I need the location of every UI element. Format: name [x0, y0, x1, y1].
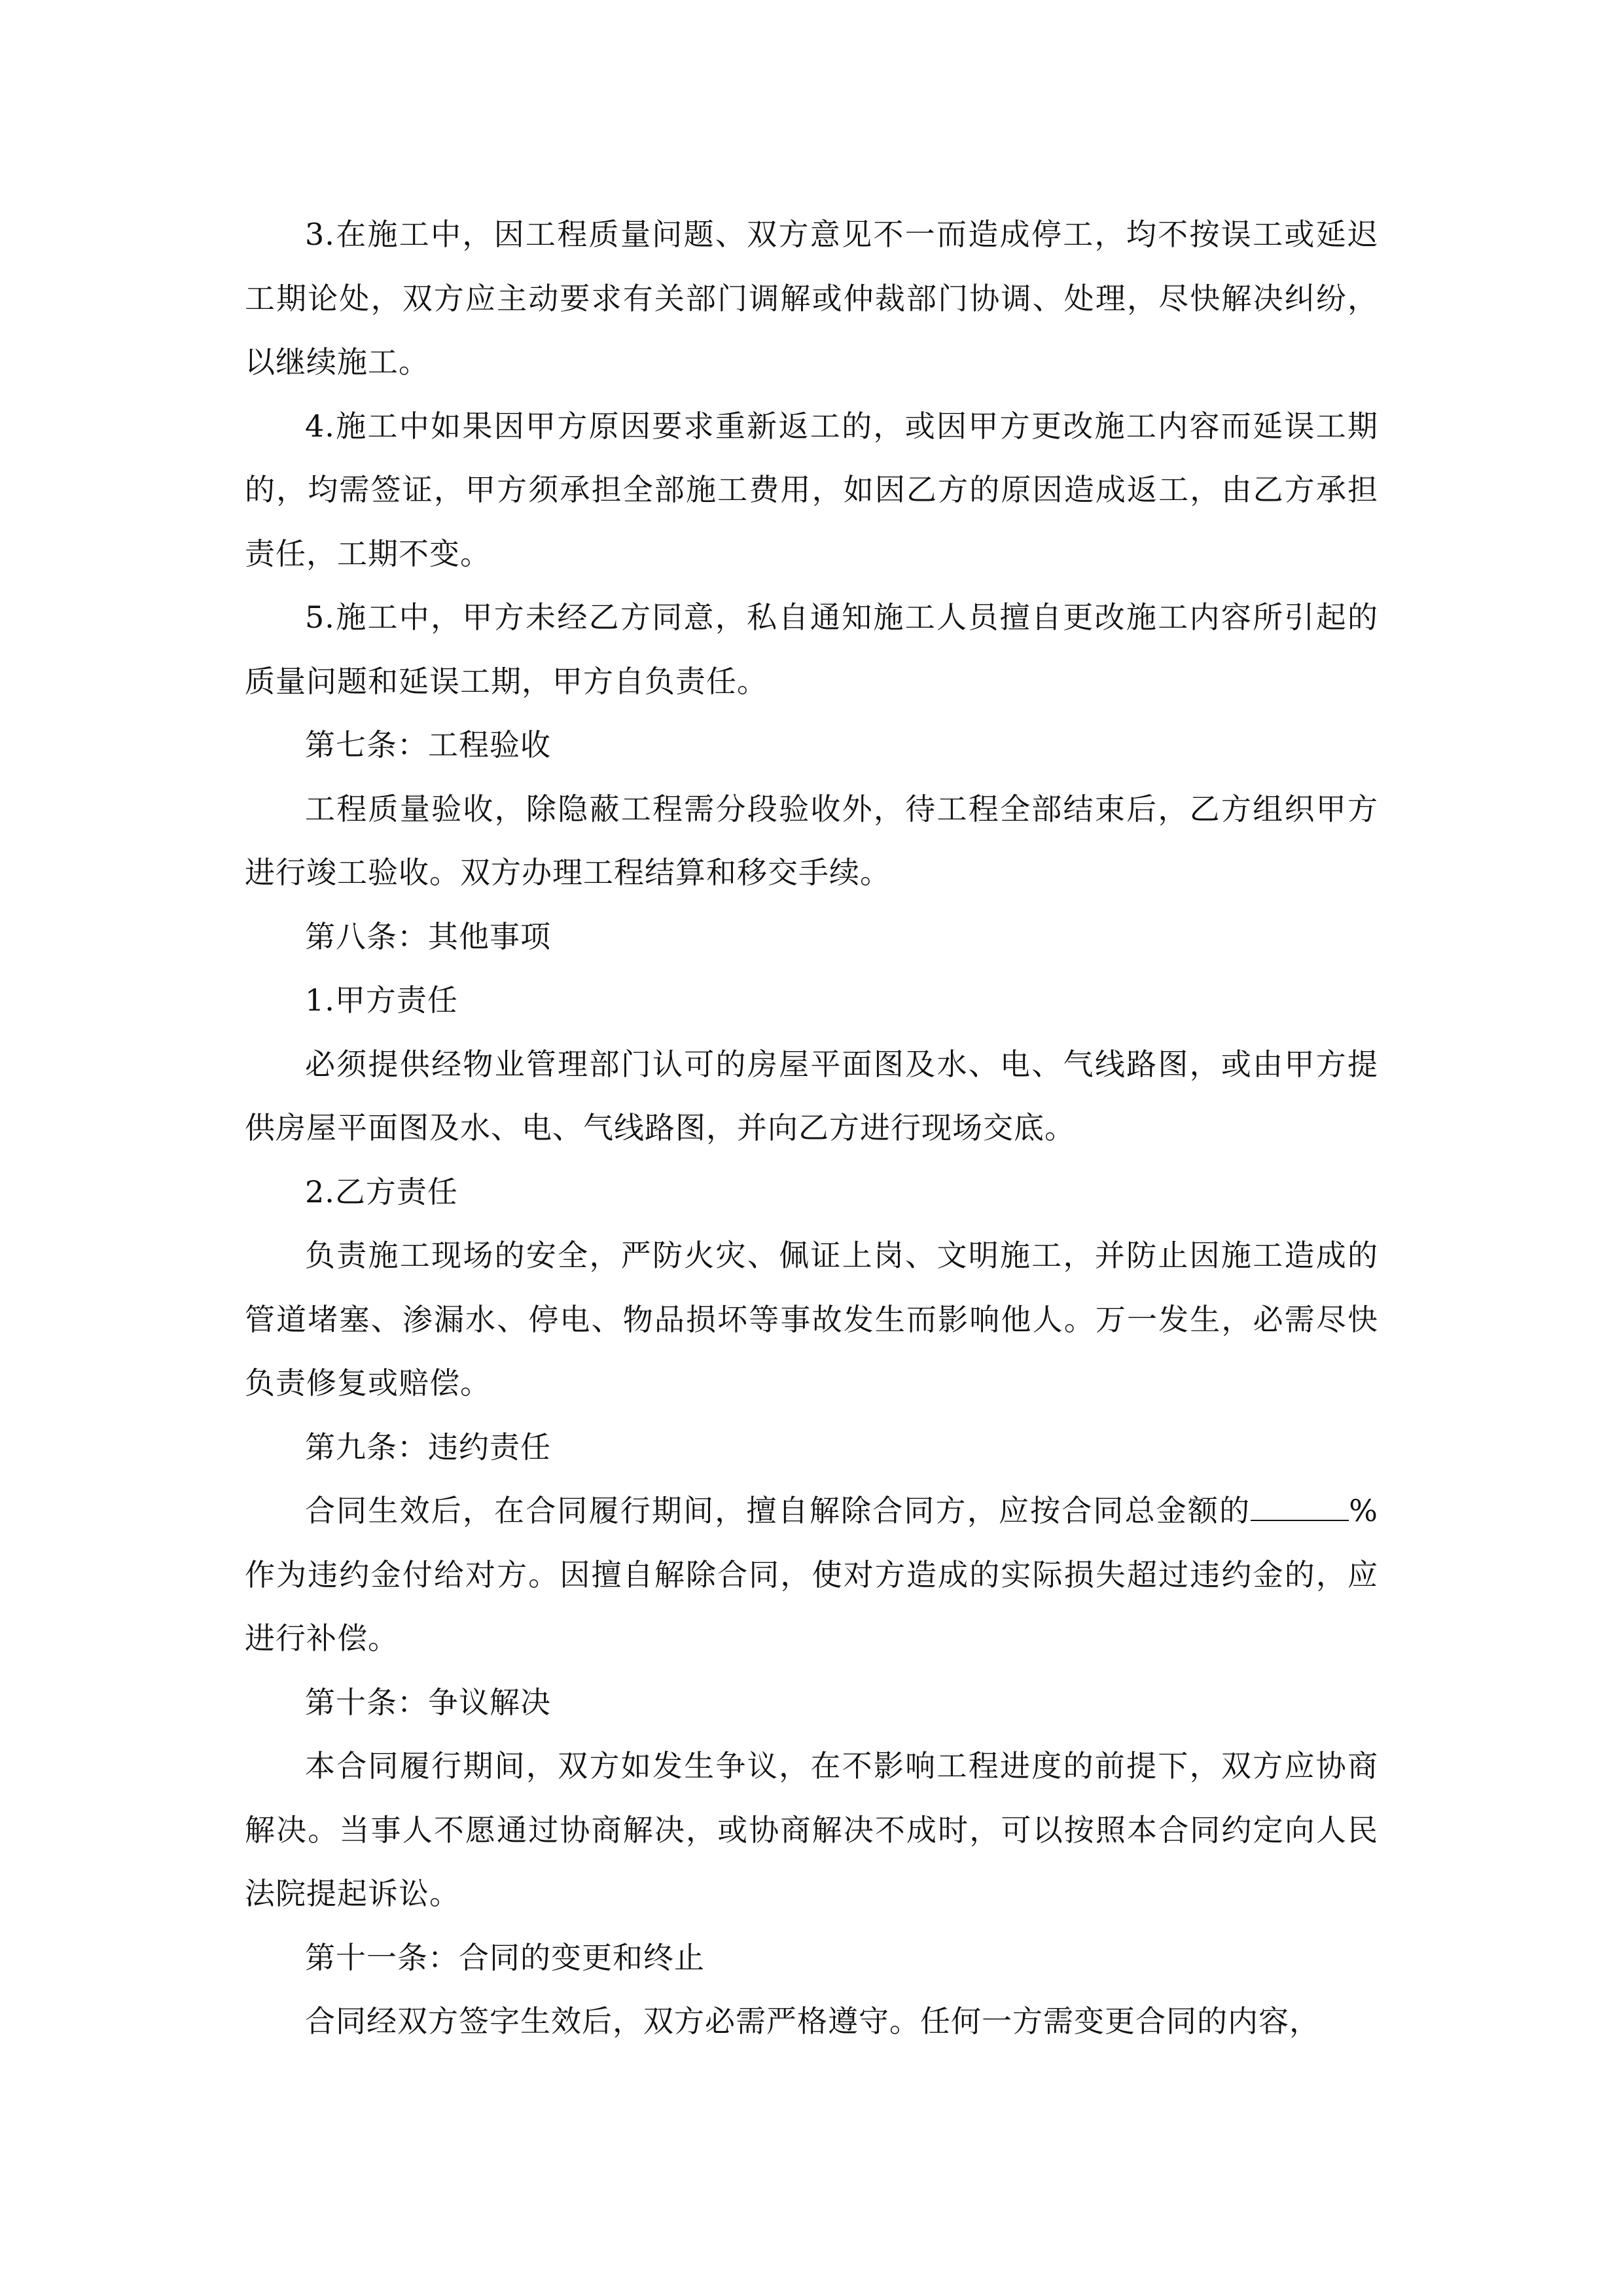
article-8-heading: 第八条：其他事项	[305, 918, 551, 954]
article-9-text	[245, 1479, 1378, 1671]
article-11-text: 合同经双方签字生效后，双方必需严格遵守。任何一方需变更合同的内容，	[305, 2003, 1320, 2039]
party-a-text: 必须提供经物业管理部门认可的房屋平面图及水、电、气线路图，或由甲方提供房屋平面图及水、电、气线路图，并向乙方进行现场交底。	[245, 1046, 1378, 1145]
article-7-text: 工程质量验收，除隐蔽工程需分段验收外，待工程全部结束后，乙方组织甲方进行竣工验收。双方办理工程结算和移交手续。	[245, 791, 1378, 890]
article-10-heading: 第十条：争议解决	[305, 1684, 551, 1720]
article-9-text-before: 合同生效后，在合同履行期间，擅自解除合同方，应按合同总金额的	[305, 1493, 1251, 1528]
clause-item-4: 4.施工中如果因甲方原因要求重新返工的，或因甲方更改施工内容而延误工期的，均需签证，甲方须承担全部施工费用，如因乙方的原因造成返工，由乙方承担责任，工期不变。	[245, 408, 1378, 571]
article-7-heading: 第七条：工程验收	[305, 727, 551, 762]
article-9-text-after: 作为违约金付给对方。因擅自解除合同，使对方造成的实际损失超过违约金的，应进行补偿。	[245, 1556, 1378, 1656]
article-9-heading: 第九条：违约责任	[305, 1429, 551, 1465]
party-a-heading: 1.甲方责任	[305, 982, 458, 1018]
party-b-text: 负责施工现场的安全，严防火灾、佩证上岗、文明施工，并防止因施工造成的管道堵塞、渗漏水、停电、物品损坏等事故发生而影响他人。万一发生，必需尽快负责修复或赔偿。	[245, 1238, 1378, 1401]
contract-body	[245, 203, 1378, 2054]
party-b-heading: 2.乙方责任	[305, 1174, 458, 1210]
article-9-percent-sign: %	[1349, 1493, 1378, 1528]
penalty-percent-blank	[1251, 1494, 1349, 1521]
clause-item-3: 3.在施工中，因工程质量问题、双方意见不一而造成停工，均不按误工或延迟工期论处，双方应主动要求有关部门调解或仲裁部门协调、处理，尽快解决纠纷，以继续施工。	[245, 217, 1378, 380]
article-11-heading: 第十一条：合同的变更和终止	[305, 1939, 705, 1975]
article-10-text: 本合同履行期间，双方如发生争议，在不影响工程进度的前提下，双方应协商解决。当事人不愿通过协商解决，或协商解决不成时，可以按照本合同约定向人民法院提起诉讼。	[245, 1748, 1378, 1911]
clause-item-5: 5.施工中，甲方未经乙方同意，私自通知施工人员擅自更改施工内容所引起的质量问题和延误工期，甲方自负责任。	[245, 600, 1378, 699]
